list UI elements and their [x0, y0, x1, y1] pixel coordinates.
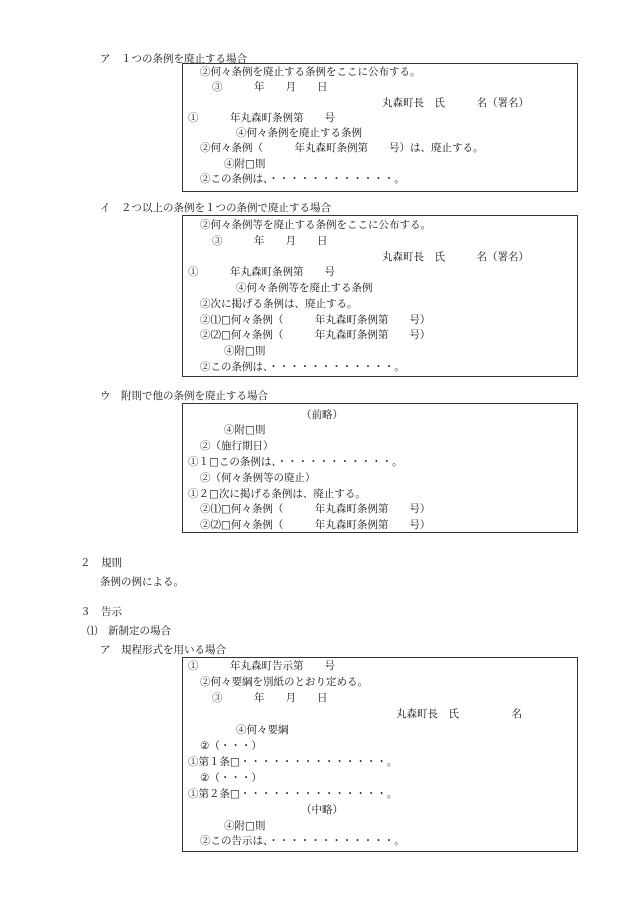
ordinance-number: ① 年丸森町条例第 号 [188, 266, 335, 278]
promulgation-line: ②何々条例等を廃止する条例をここに公布する。 [200, 219, 431, 231]
supplementary-heading: ④附□則 [224, 345, 266, 357]
repeal-statement: ②次に掲げる条例は、廃止する。 [200, 298, 358, 310]
caption-enforcement: ②（施行期日） [200, 440, 274, 452]
section-2-heading: ２ 規則 [80, 557, 122, 569]
supplementary-heading: ④附□則 [224, 158, 266, 170]
promulgation-line: ②何々要綱を別紙のとおり定める。 [200, 676, 368, 688]
ordinance-title: ④何々条例を廃止する条例 [236, 127, 362, 139]
effective-clause: ②この条例は、・・・・・・・・・・・・。 [200, 173, 405, 185]
mayor-signature: 丸森町長 氏 名（署名） [382, 251, 529, 263]
notice-number: ① 年丸森町告示第 号 [188, 660, 335, 672]
omitted-marker: （中略） [301, 804, 343, 816]
omitted-marker: （前略） [301, 409, 343, 421]
section-3-sub-a: ア 規程形式を用いる場合 [100, 644, 226, 656]
supplementary-heading: ④附□則 [224, 820, 266, 832]
repeal-statement: ②何々条例（ 年丸森町条例第 号）は、廃止する。 [200, 142, 484, 154]
list-item-1: ②⑴□何々条例（ 年丸森町条例第 号） [200, 314, 431, 326]
section-u-box [182, 403, 578, 533]
section-i-heading: イ ２つ以上の条例を１つの条例で廃止する場合 [100, 202, 331, 214]
section-u-heading: ウ 附則で他の条例を廃止する場合 [100, 390, 268, 402]
mayor-signature: 丸森町長 氏 名（署名） [382, 97, 529, 109]
section-3-heading: ３ 告示 [80, 606, 122, 618]
section-3-box [182, 657, 578, 852]
section-a-heading: ア １つの条例を廃止する場合 [100, 53, 247, 65]
ordinance-title: ④何々条例等を廃止する条例 [236, 282, 373, 294]
promulgation-line: ②何々条例を廃止する条例をここに公布する。 [200, 66, 421, 78]
list-item-2: ②⑵□何々条例（ 年丸森町条例第 号） [200, 329, 431, 341]
caption-1: ②（・・・） [200, 740, 262, 752]
section-3-sub: ⑴ 新制定の場合 [87, 625, 171, 637]
caption-2: ②（・・・） [200, 772, 262, 784]
article-1: ①１□この条例は、・・・・・・・・・・・。 [188, 456, 403, 468]
section-a-box [182, 63, 578, 192]
mayor-signature: 丸森町長 氏 名 [396, 708, 522, 720]
article-2: ①２□次に掲げる条例は、廃止する。 [188, 488, 366, 500]
guideline-title: ④何々要綱 [236, 724, 289, 736]
ordinance-number: ① 年丸森町条例第 号 [188, 112, 335, 124]
section-i-box [182, 215, 578, 377]
section-2-body: 条例の例による。 [100, 576, 184, 588]
caption-repeal: ②（何々条例等の廃止） [200, 472, 316, 484]
date-line: ③ 年 月 日 [212, 235, 328, 247]
supplementary-heading: ④附□則 [224, 424, 266, 436]
effective-clause: ②この条例は、・・・・・・・・・・・・。 [200, 361, 405, 373]
list-item-1: ②⑴□何々条例（ 年丸森町条例第 号） [200, 503, 431, 515]
effective-clause: ②この告示は、・・・・・・・・・・・・。 [200, 835, 405, 847]
article-1: ①第１条□・・・・・・・・・・・・・・。 [188, 756, 398, 768]
date-line: ③ 年 月 日 [212, 81, 328, 93]
article-2: ①第２条□・・・・・・・・・・・・・・。 [188, 788, 398, 800]
date-line: ③ 年 月 日 [212, 692, 328, 704]
list-item-2: ②⑵□何々条例（ 年丸森町条例第 号） [200, 519, 431, 531]
